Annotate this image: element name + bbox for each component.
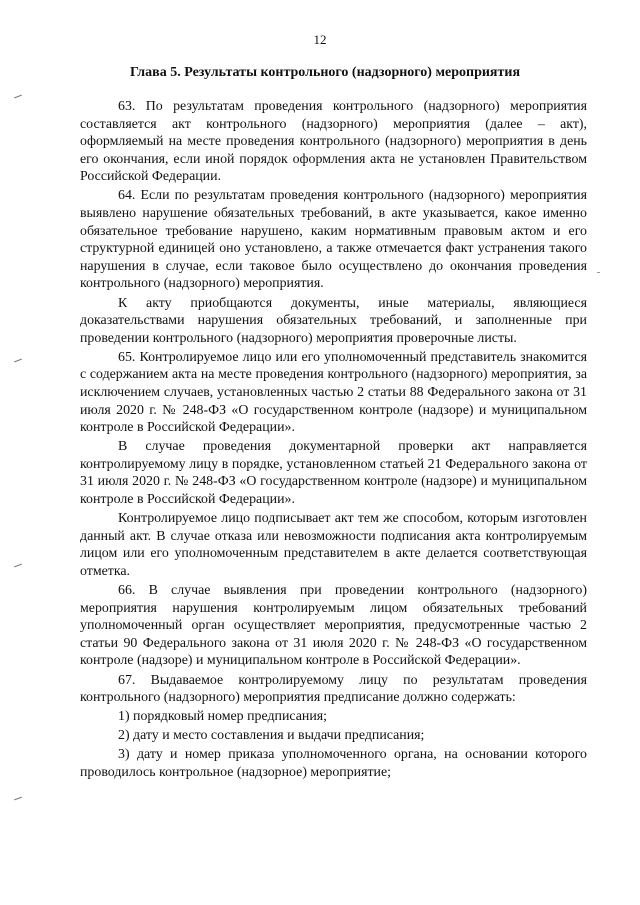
scan-artifact-mark xyxy=(597,272,600,273)
scan-artifact-mark xyxy=(14,95,22,99)
paragraph-66: 66. В случае выявления при проведении контрольного (надзорного) мероприятия нарушения контролируемым лицом обязательных требований уполномоченный орган осуществляет мероприятия, предусмотренные частью 2 статьи 90 Федерального закона от 31 июля 2020 г. № 248-ФЗ «О государственном контроле (надзоре) и муниципальном контроле в Российской Федерации». xyxy=(80,583,587,669)
paragraph-65-signing: Контролируемое лицо подписывает акт тем же способом, которым изготовлен данный акт. В случае отказа или невозможности подписания акта контролируемым лицом или его уполномоченным представителем в акте делается соответствующая отметка. xyxy=(80,511,587,579)
paragraph-65: 65. Контролируемое лицо или его уполномоченный представитель знакомится с содержанием акта на месте проведения контрольного (надзорного) мероприятия, за исключением случаев, установленных частью 2 статьи 88 Федерального закона от 31 июля 2020 г. № 248-ФЗ «О государственном контроле (надзоре) и муниципальном контроле в Российской Федерации». xyxy=(80,349,587,436)
paragraph-67: 67. Выдаваемое контролируемому лицу по результатам проведения контрольного (надзорного) мероприятия предписание должно содержать: xyxy=(80,672,587,706)
list-item-1: 1) порядковый номер предписания; xyxy=(118,709,328,725)
paragraph-64-attachments: К акту приобщаются документы, иные материалы, являющиеся доказательствами нарушения обязательных требований, и заполненные при проведении контрольного (надзорного) мероприятия проверочные листы. xyxy=(80,295,587,346)
scan-artifact-mark xyxy=(14,359,22,363)
list-item-2: 2) дату и место составления и выдачи предписания; xyxy=(118,728,425,744)
scan-artifact-mark xyxy=(14,797,22,801)
document-body xyxy=(80,98,587,783)
page-number: 12 xyxy=(313,32,327,47)
paragraph-64: 64. Если по результатам проведения контрольного (надзорного) мероприятия выявлено нарушение обязательных требований, в акте указывается, какое именно обязательное требование нарушено, каким нормативным правовым актом и его структурной единицей оно установлено, а также отмечается факт устранения такого нарушения в случае, если таковое было осуществлено до окончания проведения контрольного (надзорного) мероприятия. xyxy=(80,188,587,292)
paragraph-63: 63. По результатам проведения контрольного (надзорного) мероприятия составляется акт контрольного (надзорного) мероприятия (далее – акт), оформляемый на месте проведения контрольного (надзорного) мероприятия в день его окончания, если иной порядок оформления акта не установлен Правительством Российской Федерации. xyxy=(80,99,587,185)
chapter-title: Глава 5. Результаты контрольного (надзорного) мероприятия xyxy=(129,65,521,80)
list-item-3: 3) дату и номер приказа уполномоченного органа, на основании которого проводилось контрольное (надзорное) мероприятие; xyxy=(80,747,587,780)
scan-artifact-mark xyxy=(14,564,22,568)
paragraph-65-documentary-check: В случае проведения документарной проверки акт направляется контролируемому лицу в порядке, установленном статьей 21 Федерального закона от 31 июля 2020 г. № 248-ФЗ «О государственном контроле (надзоре) и муниципальном контроле в Российской Федерации». xyxy=(80,439,587,508)
